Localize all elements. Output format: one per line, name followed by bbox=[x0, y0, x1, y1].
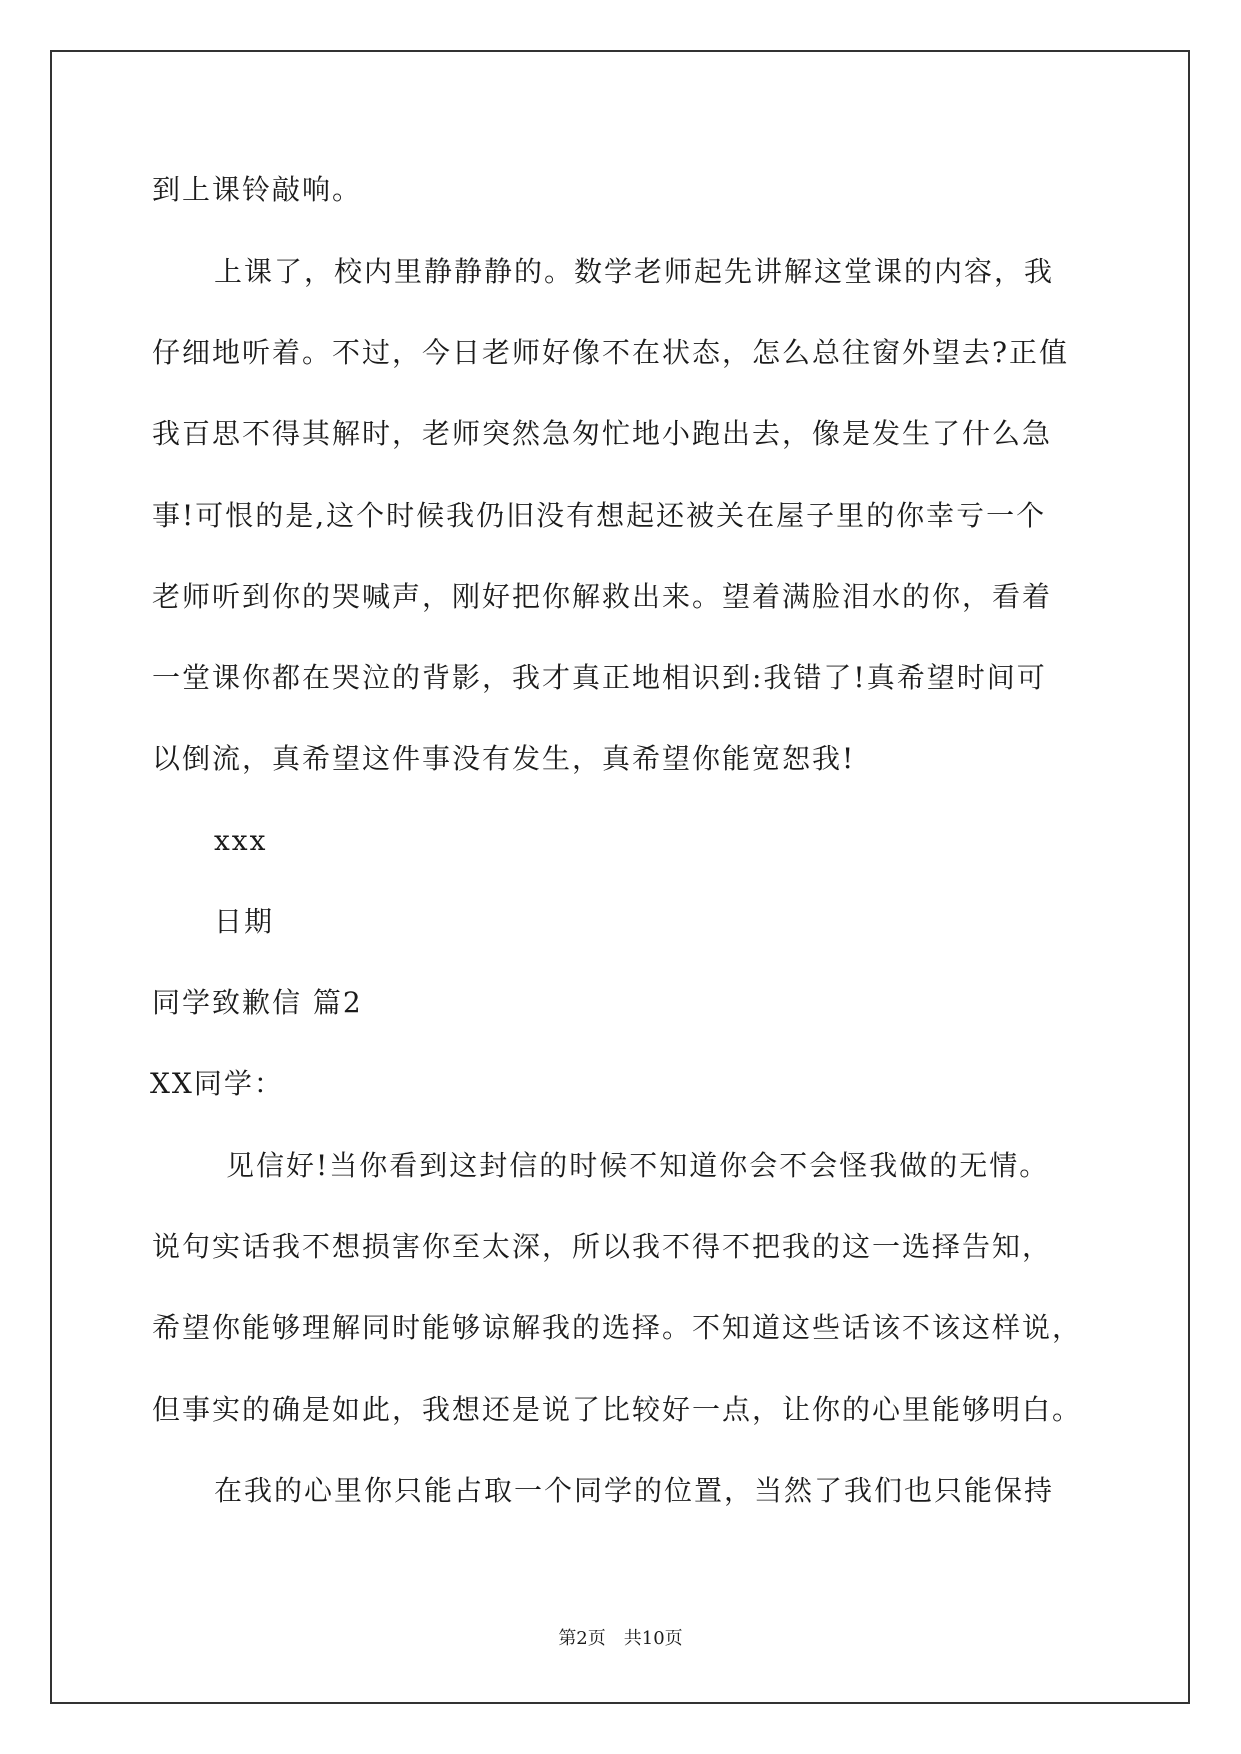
body-line-13: 在我的心里你只能占取一个同学的位置，当然了我们也只能保持 bbox=[214, 1474, 1055, 1507]
body-line-2: 上课了，校内里静静静的。数学老师起先讲解这堂课的内容，我 bbox=[214, 255, 1055, 288]
body-line-3: 仔细地听着。不过，今日老师好像不在状态，怎么总往窗外望去?正值 bbox=[152, 336, 1070, 369]
body-line-12: 但事实的确是如此，我想还是说了比较好一点，让你的心里能够明白。 bbox=[152, 1393, 1083, 1426]
body-line-9: 见信好!当你看到这封信的时候不知道你会不会怪我做的无情。 bbox=[226, 1149, 1050, 1182]
body-line-11: 希望你能够理解同时能够谅解我的选择。不知道这些话该不该这样说， bbox=[152, 1311, 1083, 1344]
body-line-1: 到上课铃敲响。 bbox=[152, 173, 363, 206]
section-heading: 同学致歉信 篇2 bbox=[152, 986, 363, 1019]
body-line-5: 事!可恨的是,这个时候我仍旧没有想起还被关在屋子里的你幸亏一个 bbox=[152, 499, 1047, 532]
page-border bbox=[50, 50, 1190, 1704]
body-line-10: 说句实话我不想损害你至太深，所以我不得不把我的这一选择告知， bbox=[152, 1230, 1053, 1263]
signature-name: xxx bbox=[214, 824, 268, 857]
signature-date: 日期 bbox=[214, 905, 275, 938]
body-line-7: 一堂课你都在哭泣的背影，我才真正地相识到:我错了!真希望时间可 bbox=[152, 661, 1047, 694]
page-number: 第2页 bbox=[558, 1628, 606, 1649]
body-line-4: 我百思不得其解时，老师突然急匆忙地小跑出去，像是发生了什么急 bbox=[152, 417, 1053, 450]
body-line-8: 以倒流，真希望这件事没有发生，真希望你能宽恕我! bbox=[152, 742, 856, 775]
salutation: XX同学： bbox=[150, 1067, 284, 1100]
body-line-6: 老师听到你的哭喊声，刚好把你解救出来。望着满脸泪水的你，看着 bbox=[152, 580, 1053, 613]
page-total: 共10页 bbox=[623, 1628, 683, 1649]
page-footer bbox=[0, 1627, 1241, 1651]
